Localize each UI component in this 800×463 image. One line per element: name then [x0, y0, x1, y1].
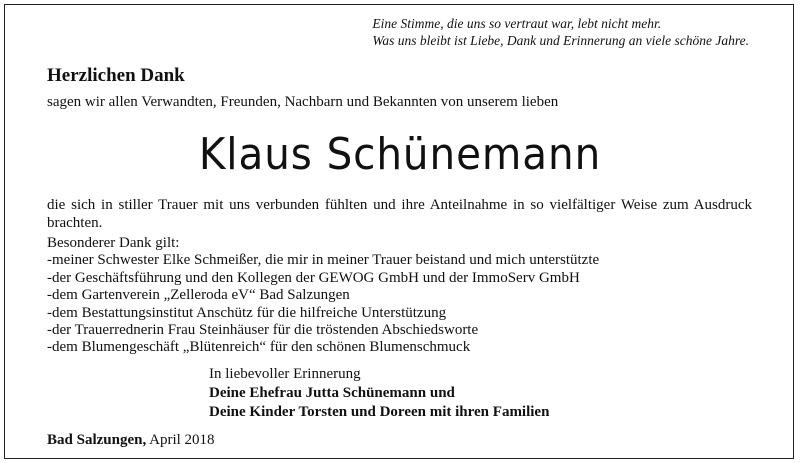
- special-thanks-title: Besonderer Dank gilt:: [47, 235, 180, 251]
- intro-text: sagen wir allen Verwandten, Freunden, Nachbarn und Bekannten von unserem lieben: [47, 94, 559, 110]
- place: Bad Salzungen,: [47, 432, 147, 448]
- signature-line-1: Deine Ehefrau Jutta Schünemann und: [209, 385, 455, 401]
- special-thanks-item: -dem Bestattungsinstitut Anschütz für die hilfreiche Unterstützung: [47, 304, 447, 321]
- motto-line-1: Eine Stimme, die uns so vertraut war, lebt nicht mehr.: [372, 16, 662, 31]
- special-thanks: [47, 235, 599, 357]
- place-date: [47, 431, 215, 449]
- date: April 2018: [149, 432, 215, 448]
- special-thanks-item: -der Geschäftsführung und den Kollegen der GEWOG GmbH und der ImmoServ GmbH: [47, 269, 580, 286]
- special-thanks-item: -dem Blumengeschäft „Blütenreich“ für den schönen Blumenschmuck: [47, 339, 471, 356]
- special-thanks-item: -meiner Schwester Elke Schmeißer, die mir in meiner Trauer beistand und mich unterstützte: [47, 252, 600, 269]
- special-thanks-item: -der Trauerrednerin Frau Steinhäuser für die tröstenden Abschiedsworte: [47, 322, 479, 339]
- motto: [372, 15, 749, 49]
- special-thanks-item: -dem Gartenverein „Zelleroda eV“ Bad Salzungen: [47, 287, 350, 304]
- signature-line-2: Deine Kinder Torsten und Doreen mit ihren Familien: [209, 404, 550, 420]
- thanks-paragraph: die sich in stiller Trauer mit uns verbunden fühlten und ihre Anteilnahme in so vielfältiger Weise zum Ausdruck brachten.: [47, 197, 752, 231]
- notice-card: [4, 4, 794, 459]
- closing-signature: [209, 365, 549, 422]
- deceased-name: Klaus Schünemann: [198, 129, 602, 180]
- motto-line-2: Was uns bleibt ist Liebe, Dank und Erinnerung an viele schöne Jahre.: [372, 33, 749, 48]
- closing-phrase: In liebevoller Erinnerung: [209, 366, 361, 382]
- heading: Herzlichen Dank: [47, 65, 185, 86]
